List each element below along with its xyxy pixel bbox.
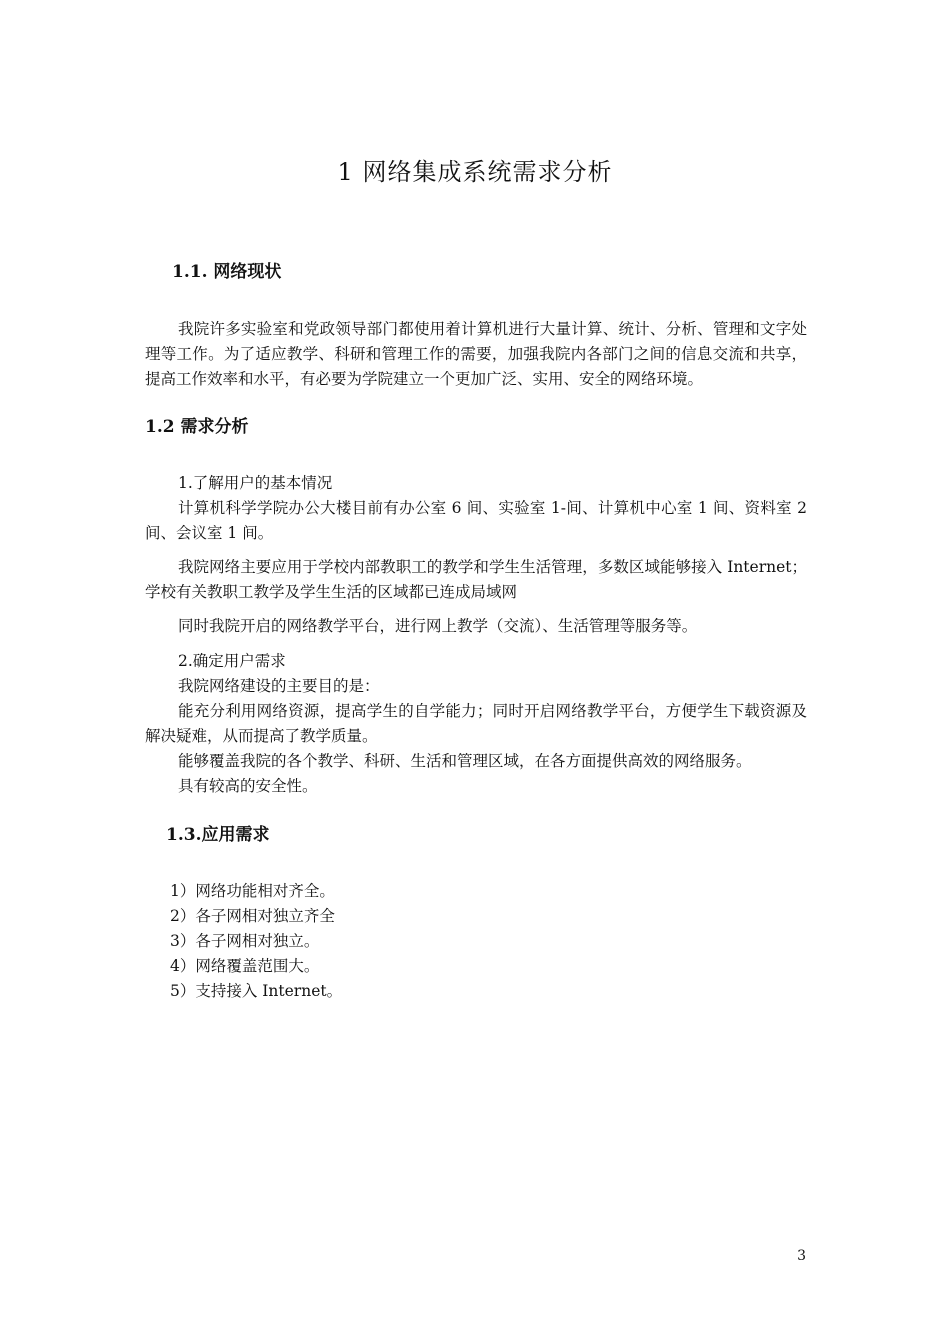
- section-1-3-heading: 1.3.应用需求: [166, 825, 270, 845]
- section-1-1-paragraph: 我院许多实验室和党政领导部门都使用着计算机进行大量计算、统计、分析、管理和文字处理等工作。为了适应教学、科研和管理工作的需要，加强我院内各部门之间的信息交流和共享，提高工作效率和水平，有必要为学院建立一个更加广泛、实用、安全的网络环境。: [145, 320, 807, 388]
- subsection-2-line-3: 具有较高的安全性。: [178, 777, 318, 795]
- document-title: 1 网络集成系统需求分析: [337, 158, 613, 186]
- subsection-1-paragraph-2: 我院网络主要应用于学校内部教职工的教学和学生生活管理，多数区域能够接入 Internet；学校有关教职工教学及学生生活的区域都已连成局域网: [145, 558, 807, 601]
- subsection-1-paragraph-1: 计算机科学学院办公大楼目前有办公室 6 间、实验室 1-间、计算机中心室 1 间、资料室 2 间、会议室 1 间。: [145, 499, 807, 542]
- list-item: 4）网络覆盖范围大。: [170, 957, 320, 975]
- subsection-1-title: 1.了解用户的基本情况: [178, 474, 333, 492]
- section-1-2-heading: 1.2 需求分析: [145, 417, 249, 437]
- list-item: 2）各子网相对独立齐全: [170, 907, 335, 925]
- page-number: 3: [797, 1248, 806, 1264]
- list-item: 3）各子网相对独立。: [170, 932, 320, 950]
- subsection-1-paragraph-3: 同时我院开启的网络教学平台，进行网上教学（交流）、生活管理等服务等。: [178, 617, 698, 635]
- list-item: 5）支持接入 Internet。: [170, 982, 343, 1000]
- subsection-2-title: 2.确定用户需求: [178, 652, 286, 670]
- section-1-1-heading: 1.1. 网络现状: [172, 262, 282, 282]
- subsection-2-paragraph-1: 能充分利用网络资源，提高学生的自学能力；同时开启网络教学平台，方便学生下载资源及解决疑难，从而提高了教学质量。: [145, 702, 807, 745]
- subsection-2-line-2: 能够覆盖我院的各个教学、科研、生活和管理区域，在各方面提供高效的网络服务。: [178, 752, 752, 770]
- subsection-2-line-1: 我院网络建设的主要目的是：: [178, 677, 380, 695]
- list-item: 1）网络功能相对齐全。: [170, 882, 335, 900]
